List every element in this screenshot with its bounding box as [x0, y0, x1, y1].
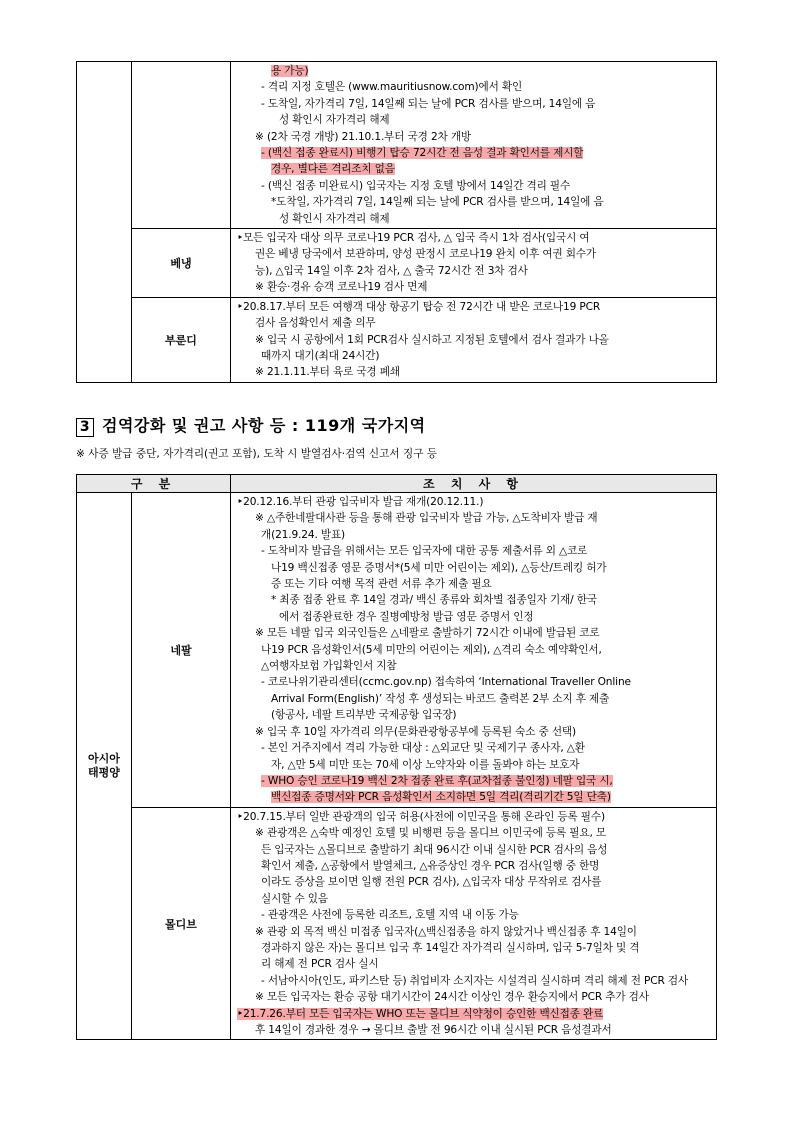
text-line: [237, 543, 708, 559]
highlighted-text: 경우, 별다른 격리조치 없음: [271, 163, 395, 176]
table-row: [77, 493, 717, 808]
highlighted-text: 백신접종 증명서와 PCR 음성확인서 소지하면 5일 격리(격리기간 5일 단축): [271, 791, 611, 804]
highlighted-text: ‣21.7.26.부터 모든 입국자는 WHO 또는 몰디브 식약청이 승인한 백신접종 완료: [237, 1007, 604, 1020]
text-line: [237, 724, 708, 740]
text-line: [237, 161, 708, 177]
highlighted-text: - WHO 승인 코로나19 백신 2차 접종 완료 후(교차접종 불인정) 네팔 입국 시,: [261, 774, 613, 787]
text-line: [237, 789, 708, 805]
line-text: 권은 베냉 당국에서 보관하며, 양성 판정시 코로나19 완치 이후 여권 회수가: [255, 248, 596, 261]
top-table: [76, 61, 717, 383]
line-text: ※ 모든 입국자는 환승 공항 대기시간이 24시간 이상인 경우 환승지에서 PCR 추가 검사: [255, 991, 649, 1004]
line-text: 개(21.9.24. 발표): [261, 528, 346, 541]
line-text: 나19 백신접종 영문 증명서*(5세 미만 어린이는 제외), △등산/트레킹 허가: [271, 561, 607, 574]
text-line: [237, 1022, 708, 1038]
line-text: 후 14일이 경과한 경우 → 몰디브 출발 전 96시간 이내 실시된 PCR 음성결과서: [255, 1024, 612, 1036]
measures-cell: [231, 493, 717, 808]
line-text: ※ 입국 후 10일 자가격리 의무(문화관광항공부에 등록된 숙소 중 선택): [255, 725, 577, 738]
line-text: - 도착일, 자가격리 7일, 14일째 되는 날에 PCR 검사를 받으며, 14일에 음: [261, 97, 596, 110]
table-row: [77, 62, 717, 229]
text-line: [237, 1006, 708, 1022]
line-text: 실시할 수 있음: [261, 892, 328, 905]
text-line: [237, 129, 708, 145]
text-line: [237, 211, 708, 227]
line-text: * 최종 접종 완료 후 14일 경과/ 백신 종류와 회차별 접종일자 기재/ 한국: [271, 594, 597, 607]
text-line: [237, 364, 708, 380]
bottom-table: [76, 474, 717, 1040]
table-row: [77, 807, 717, 1040]
line-text: 든 입국자는 △몰디브로 출발하기 최대 96시간 이내 실시한 PCR 검사의 음성: [261, 843, 608, 856]
country-cell: 부룬디: [132, 297, 231, 382]
text-line: [237, 299, 708, 315]
line-text: 증 또는 기타 여행 목적 관련 서류 추가 제출 필요: [271, 578, 492, 591]
measures-cell: [231, 807, 717, 1040]
line-text: 에서 접종완료한 경우 질병예방청 발급 영문 증명서 인정: [279, 610, 534, 623]
line-text: - 관광객은 사전에 등록한 리조트, 호텔 지역 내 이동 가능: [261, 909, 519, 922]
section-title-text: 검역강화 및 권고 사항 등 : 119개 국가지역: [102, 416, 426, 435]
highlighted-text: - (백신 접종 완료시) 비행기 탑승 72시간 전 음성 결과 확인서를 제시할: [261, 147, 584, 160]
line-text: *도착일, 자가격리 7일, 14일째 되는 날에 PCR 검사를 받으며, 14일에 음: [271, 196, 604, 209]
text-line: [237, 348, 708, 364]
text-line: [237, 924, 708, 940]
line-text: ※ 관광 외 목적 백신 미접종 입국자(△백신접종을 하지 않았거나 백신접종 후 14일이: [255, 925, 637, 938]
line-text: - 코로나위기관리센터(ccmc.gov.np) 접속하여 ‘International Traveller Online: [261, 676, 631, 689]
section-title: [76, 413, 426, 437]
text-line: [237, 874, 708, 890]
section-number: 3: [76, 418, 94, 437]
country-cell: [132, 62, 231, 229]
text-line: [237, 625, 708, 641]
line-text: - 도착비자 발급을 위해서는 모든 입국자에 대한 공통 제출서류 외 △코로: [261, 545, 588, 558]
table-row: [77, 229, 717, 298]
line-text: 이라도 증상을 보이면 일행 전원 PCR 검사), △입국자 대상 무작위로 검사를: [261, 876, 602, 889]
text-line: [237, 246, 708, 262]
text-line: [237, 842, 708, 858]
text-line: [237, 230, 708, 246]
line-text: 성 확인시 자가격리 해제: [279, 114, 390, 127]
line-text: 경과하지 않은 자)는 몰디브 입국 후 14일간 자가격리 실시하며, 입국 5-7일차 및 격: [261, 941, 640, 954]
region-cell: [77, 62, 132, 383]
measures-cell: [231, 62, 717, 229]
line-text: - 서남아시아(인도, 파키스탄 등) 취업비자 소지자는 시설격리 실시하며 격리 해제 전 PCR 검사: [261, 974, 689, 987]
line-text: 때까지 대기(최대 24시간): [261, 349, 380, 362]
line-text: ※ △주한네팔대사관 등을 통해 관광 입국비자 발급 가능, △도착비자 발급 재: [255, 512, 598, 525]
line-text: 확인서 제출, △공항에서 발열체크, △유증상인 경우 PCR 검사(일행 중 한명: [261, 859, 600, 872]
line-text: ※ 21.1.11.부터 육로 국경 폐쇄: [255, 366, 400, 379]
table-row: [77, 297, 717, 382]
measures-cell: [231, 297, 717, 382]
text-line: [237, 658, 708, 674]
line-text: - 본인 거주지에서 격리 가능한 대상 : △외교단 및 국제기구 종사자, △환: [261, 742, 585, 755]
line-text: 자, △만 5세 미만 또는 70세 이상 노약자와 이를 돌봐야 하는 보호자: [271, 758, 580, 771]
text-line: [237, 592, 708, 608]
text-line: [237, 858, 708, 874]
measures-cell: [231, 229, 717, 298]
text-line: [237, 63, 708, 79]
text-line: [237, 691, 708, 707]
line-text: ‣20.7.15.부터 일반 관광객의 입국 허용(사전에 이민국을 통해 온라인 등록 필수): [237, 810, 605, 823]
highlighted-text: 용 가능): [271, 65, 309, 77]
text-line: [237, 809, 708, 825]
text-line: [237, 263, 708, 279]
line-text: ※ 입국 시 공항에서 1회 PCR검사 실시하고 지정된 호텔에서 검사 결과가 나올: [255, 333, 609, 346]
country-cell: 몰디브: [132, 807, 231, 1040]
text-line: [237, 989, 708, 1005]
line-text: 리 해제 전 PCR 검사 실시: [261, 958, 379, 971]
text-line: [237, 757, 708, 773]
header-measures: 조 치 사 항: [231, 475, 717, 493]
country-cell: 네팔: [132, 493, 231, 808]
text-line: [237, 79, 708, 95]
line-text: ※ (2차 국경 개방) 21.10.1.부터 국경 2차 개방: [255, 130, 471, 143]
line-text: - (백신 접종 미완료시) 입국자는 지정 호텔 방에서 14일간 격리 필수: [261, 179, 571, 192]
text-line: [237, 178, 708, 194]
line-text: ※ 모든 네팔 입국 외국인들은 △네팔로 출발하기 72시간 이내에 발급된 코로: [255, 627, 600, 640]
text-line: [237, 940, 708, 956]
text-line: [237, 279, 708, 295]
line-text: ※ 관광객은 △숙박 예정인 호텔 및 비행편 등을 몰디브 이민국에 등록 필요, 모: [255, 827, 606, 840]
text-line: [237, 907, 708, 923]
text-line: [237, 891, 708, 907]
text-line: [237, 145, 708, 161]
text-line: [237, 973, 708, 989]
text-line: [237, 825, 708, 841]
text-line: [237, 642, 708, 658]
line-text: (항공사, 네팔 트리부반 국제공항 입국장): [271, 709, 457, 722]
line-text: △여행자보험 가입확인서 지참: [261, 660, 397, 673]
text-line: [237, 773, 708, 789]
text-line: [237, 96, 708, 112]
text-line: [237, 112, 708, 128]
text-line: [237, 332, 708, 348]
line-text: ‣20.8.17.부터 모든 여행객 대상 항공기 탑승 전 72시간 내 받은 코로나19 PCR: [237, 300, 601, 313]
region-cell: 아시아 태평양: [77, 493, 132, 1040]
text-line: [237, 740, 708, 756]
text-line: [237, 560, 708, 576]
line-text: - 격리 지정 호텔은 (www.mauritiusnow.com)에서 확인: [261, 81, 523, 94]
text-line: [237, 707, 708, 723]
header-category: 구 분: [77, 475, 231, 493]
text-line: [237, 576, 708, 592]
line-text: ‣20.12.16.부터 관광 입국비자 발급 재개(20.12.11.): [237, 496, 484, 508]
line-text: 나19 PCR 음성확인서(5세 미만의 어린이는 제외), △격리 숙소 예약확인서,: [261, 643, 602, 656]
text-line: [237, 609, 708, 625]
country-cell: 베냉: [132, 229, 231, 298]
text-line: [237, 674, 708, 690]
text-line: [237, 494, 708, 510]
line-text: 검사 음성확인서 제출 의무: [255, 317, 376, 330]
line-text: 능), △입국 14일 이후 2차 검사, △ 출국 72시간 전 3차 검사: [255, 264, 528, 277]
text-line: [237, 510, 708, 526]
section-note: ※ 사증 발급 중단, 자가격리(권고 포함), 도착 시 발열검사·검역 신고서 징구 등: [76, 448, 438, 460]
text-line: [237, 194, 708, 210]
line-text: 성 확인시 자가격리 해제: [279, 212, 390, 225]
line-text: ‣모든 입국자 대상 의무 코로나19 PCR 검사, △ 입국 즉시 1차 검사(입국시 여: [237, 232, 590, 245]
text-line: [237, 956, 708, 972]
line-text: ※ 환승·경유 승객 코로나19 검사 면제: [255, 281, 428, 294]
text-line: [237, 315, 708, 331]
line-text: Arrival Form(English)’ 작성 후 생성되는 바코드 출력본 2부 소지 후 제출: [271, 692, 610, 705]
text-line: [237, 527, 708, 543]
table-header-row: [77, 475, 717, 493]
